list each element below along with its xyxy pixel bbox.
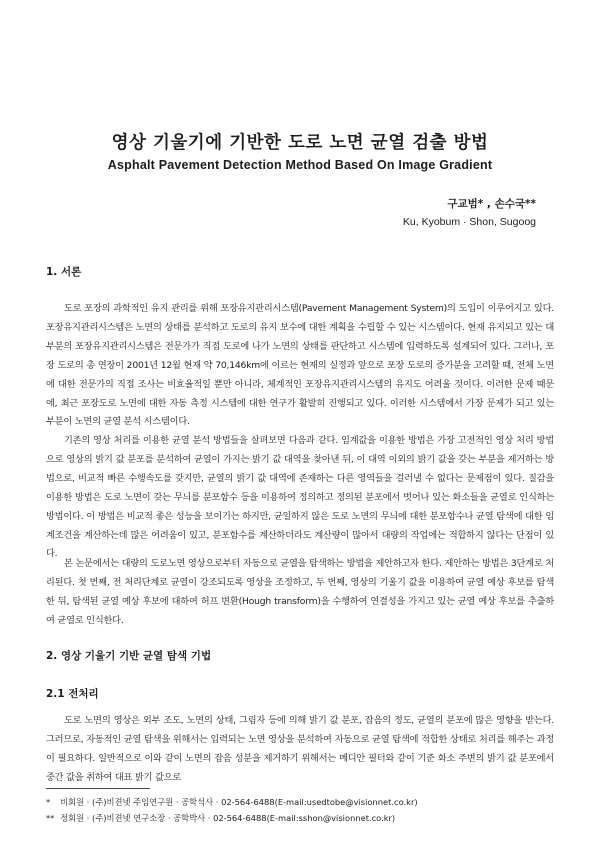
footnote-1-text: 비회원 · (주)비젼넷 주임연구원 · 공학석사 · 02-564-6488(E-mail:usedtobe@visionnet.co.kr): [60, 797, 418, 807]
intro-paragraph-2: 기존의 영상 처리를 이용한 균열 분석 방법들을 살펴보면 다음과 같다. 임계값을 이용한 방법은 가장 고전적인 영상 처리 방법으로 영상의 밝기 값 분포를 분석하여 균열이 가지는 밝기 값 대역을 찾아낸 뒤, 이 대역 이외의 밝기 값을 갖는 부분을 제거하는 방법으로, 비교적 빠른 수행속도를 갖지만, 균열의 밝기 값 대역에 존재하는 다른 영역들을 걸러낼 수 없다는 문제점이 있다. 질감을 이용한 방법은 도로 노면이 갖는 무늬를 분포함수 등을 이용하여 정의하고 정의된 분포에서 벗어나 있는 화소들을 균열로 인식하는 방법이다. 이 방법은 비교적 좋은 성능을 보이기는 하지만, 균일하지 않은 도로 노면의 무늬에 대한 분포함수나 균열 탐색에 대한 임계조건을 계산하는데 많은 어려움이 있고, 분포함수를 계산하더라도 계산량이 많아서 대량의 작업에는 적합하지 않다는 단점이 있다.: [46, 435, 554, 560]
subsection-heading-preprocessing: 2.1 전처리: [46, 688, 99, 700]
preprocessing-paragraph: 도로 노면의 영상은 외부 조도, 노면의 상태, 그림자 등에 의해 밝기 값 분포, 잡음의 정도, 균열의 분포에 많은 영향을 받는다. 그러므로, 자동적인 균열 탐색을 위해서는 입력되는 노면 영상을 분석하여 자동으로 균열 탐색에 적합한 상태로 처리를 해주는 과정이 필요하다. 일반적으로 이와 같이 노면의 잡음 성분을 제거하기 위해서는 메디안 필터와 같이 기준 화소 주변의 밝기 값 분포에서 중간 값을 취하여 대표 밝기 값으로: [46, 715, 554, 783]
footnote-2: [46, 812, 395, 824]
intro-paragraph-3: 본 논문에서는 대량의 도로노면 영상으로부터 자동으로 균열을 탐색하는 방법을 제안하고자 한다. 제안하는 방법은 3단계로 처리된다. 첫 번째, 전 처리단계로 균열이 강조되도록 영상을 조정하고, 두 번째, 영상의 기울기 값을 이용하여 균열 예상 후보를 탐색한 뒤, 탐색된 균열 예상 후보에 대하여 허프 변환(Hough transform)을 수행하여 연결성을 가지고 있는 균열 예상 후보를 추출하여 균열로 인식한다.: [46, 558, 554, 626]
footnote-2-text: 정회원 · (주)비젼넷 연구소장 · 공학박사 · 02-564-6488(E-mail:sshon@visionnet.co.kr): [60, 813, 396, 823]
footnote-1-mark: *: [46, 797, 51, 807]
footnote-1: [46, 796, 418, 808]
intro-paragraph-1: 도로 포장의 과학적인 유지 관리를 위해 포장유지관리시스템(Pavement Management System)의 도입이 이루어지고 있다. 포장유지관리시스템은 노면의 상태를 분석하고 도로의 유지 보수에 대한 계획을 수립할 수 있는 시스템이다. 현재 유지되고 있는 대부분의 포장유지관리시스템은 전문가가 직접 도로에 나가 노면의 상태를 판단하고 시스템에 입력하도록 설계되어 있다. 그러나, 포장 도로의 총 연장이 2001년 12월 현재 약 70,146km에 이르는 현재의 실정과 앞으로 포장 도로의 증가분을 고려할 때, 전체 노면에 대한 전문가의 직접 조사는 비효율적일 뿐만 아니라, 체계적인 포장유지관리시스템의 유지도 어려울 것이다. 이러한 문제 때문에, 최근 포장도로 노면에 대한 자동 측정 시스템에 대한 연구가 활발히 진행되고 있다. 이러한 시스템에서 가장 문제가 되고 있는 부분이 노면의 균열 분석 시스템이다.: [46, 303, 554, 428]
footnote-divider: [46, 788, 150, 789]
title-korean: 영상 기울기에 기반한 도로 노면 균열 검출 방법: [111, 133, 489, 153]
authors-english: Ku, Kyobum · Shon, Sugoog: [402, 216, 536, 228]
authors-korean: 구교범* , 손수국**: [447, 198, 536, 210]
footnote-2-mark: **: [46, 813, 55, 823]
section-heading-method: 2. 영상 기울기 기반 균열 탐색 기법: [46, 650, 212, 662]
title-english: Asphalt Pavement Detection Method Based On Image Gradient: [107, 158, 493, 172]
section-heading-introduction: 1. 서론: [46, 266, 82, 278]
